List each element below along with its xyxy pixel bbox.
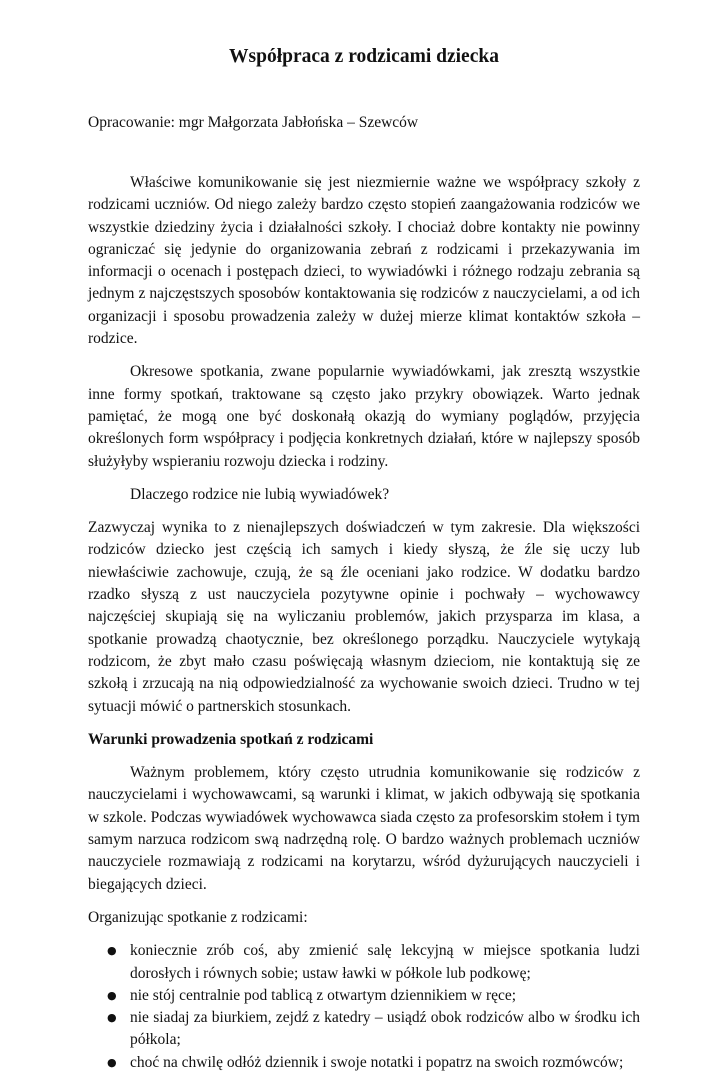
section-heading: Warunki prowadzenia spotkań z rodzicami xyxy=(88,730,374,748)
bullet-icon: ● xyxy=(107,1011,117,1025)
document-page xyxy=(88,0,640,1071)
list-item-text: choć na chwilę odłóż dziennik i swoje notatki i popatrz na swoich rozmówców; xyxy=(130,1053,624,1071)
author-line: Opracowanie: mgr Małgorzata Jabłońska – Szewców xyxy=(88,114,419,131)
paragraph-question: Dlaczego rodzice nie lubią wywiadówek? xyxy=(130,485,390,503)
paragraph-reasons: Zazwyczaj wynika to z nienajlepszych doświadczeń w tym zakresie. Dla większości rodziców dziecko jest częścią ich samych i kiedy słyszą, że źle się uczy lub niewłaściwie zachowuje, czują, że są źle oceniani jako rodzice. W dodatku bardzo rzadko słyszą z ust nauczyciela pozytywne opinie i pochwały – wychowawcy najczęściej skupiają się na wyliczaniu problemów, jakich przysparza im klasa, a spotkanie prowadzą chaotycznie, bez określonego porządku. Nauczyciele wytykają rodzicom, że zbyt mało czasu poświęcają własnym dzieciom, nie kontaktują się ze szkołą i zrzucają na nią odpowiedzialność za wychowanie swoich dzieci. Trudno w tej sytuacji mówić o partnerskich stosunkach. xyxy=(88,519,640,715)
list-item xyxy=(88,940,640,985)
list-item xyxy=(88,1052,640,1074)
bullet-icon: ● xyxy=(107,988,117,1002)
bullet-icon: ● xyxy=(107,1055,117,1069)
paragraph-meetings: Okresowe spotkania, zwane popularnie wywiadówkami, jak zresztą wszystkie inne formy spotkań, traktowane są często jako przykry obowiązek. Warto jednak pamiętać, że mogą one być doskonałą okazją do wymiany poglądów, przyjęcia określonych form współpracy i podjęcia konkretnych działań, które w najlepszy sposób służyłyby wspieraniu rozwoju dziecka i rodziny. xyxy=(88,363,640,470)
document-body xyxy=(88,172,640,1074)
list-item xyxy=(88,1007,640,1052)
paragraph-conditions: Ważnym problemem, który często utrudnia komunikowanie się rodziców z nauczycielami i wychowawcami, są warunki i klimat, w jakich odbywają się spotkania w szkole. Podczas wywiadówek wychowawca siada często za profesorskim stołem i tym samym narzuca rodzicom swą nadrzędną rolę. O bardzo ważnych problemach uczniów nauczyciele rozmawiają z rodzicami na korytarzu, wśród dyżurujących nauczycieli i biegających dzieci. xyxy=(88,764,640,893)
document-title: Współpraca z rodzicami dziecka xyxy=(229,46,499,67)
bullet-icon: ● xyxy=(107,944,117,958)
list-intro: Organizując spotkanie z rodzicami: xyxy=(88,908,308,926)
bullet-list xyxy=(88,940,640,1074)
paragraph-intro: Właściwe komunikowanie się jest niezmiernie ważne we współpracy szkoły z rodzicami uczniów. Od niego zależy bardzo często stopień zaangażowania rodziców we wszystkie dziedziny życia i działalności szkoły. I chociaż dobre kontakty nie powinny ograniczać się jedynie do organizowania zebrań z rodzicami i przekazywania im informacji o ocenach i postępach dzieci, to wywiadówki i różnego rodzaju zebrania są jednym z najczęstszych sposobów kontaktowania się rodziców z nauczycielami, a od ich organizacji i sposobu prowadzenia zależy w dużej mierze klimat kontaktów szkoła – rodzice. xyxy=(88,174,640,348)
list-item xyxy=(88,985,640,1007)
list-item-text: nie stój centralnie pod tablicą z otwartym dziennikiem w ręce; xyxy=(130,986,517,1004)
list-item-text: koniecznie zrób coś, aby zmienić salę lekcyjną w miejsce spotkania ludzi dorosłych i równych sobie; ustaw ławki w półkole lub podkowę; xyxy=(130,942,640,982)
list-item-text: nie siadaj za biurkiem, zejdź z katedry – usiądź obok rodziców albo w środku ich półkola; xyxy=(130,1009,640,1049)
